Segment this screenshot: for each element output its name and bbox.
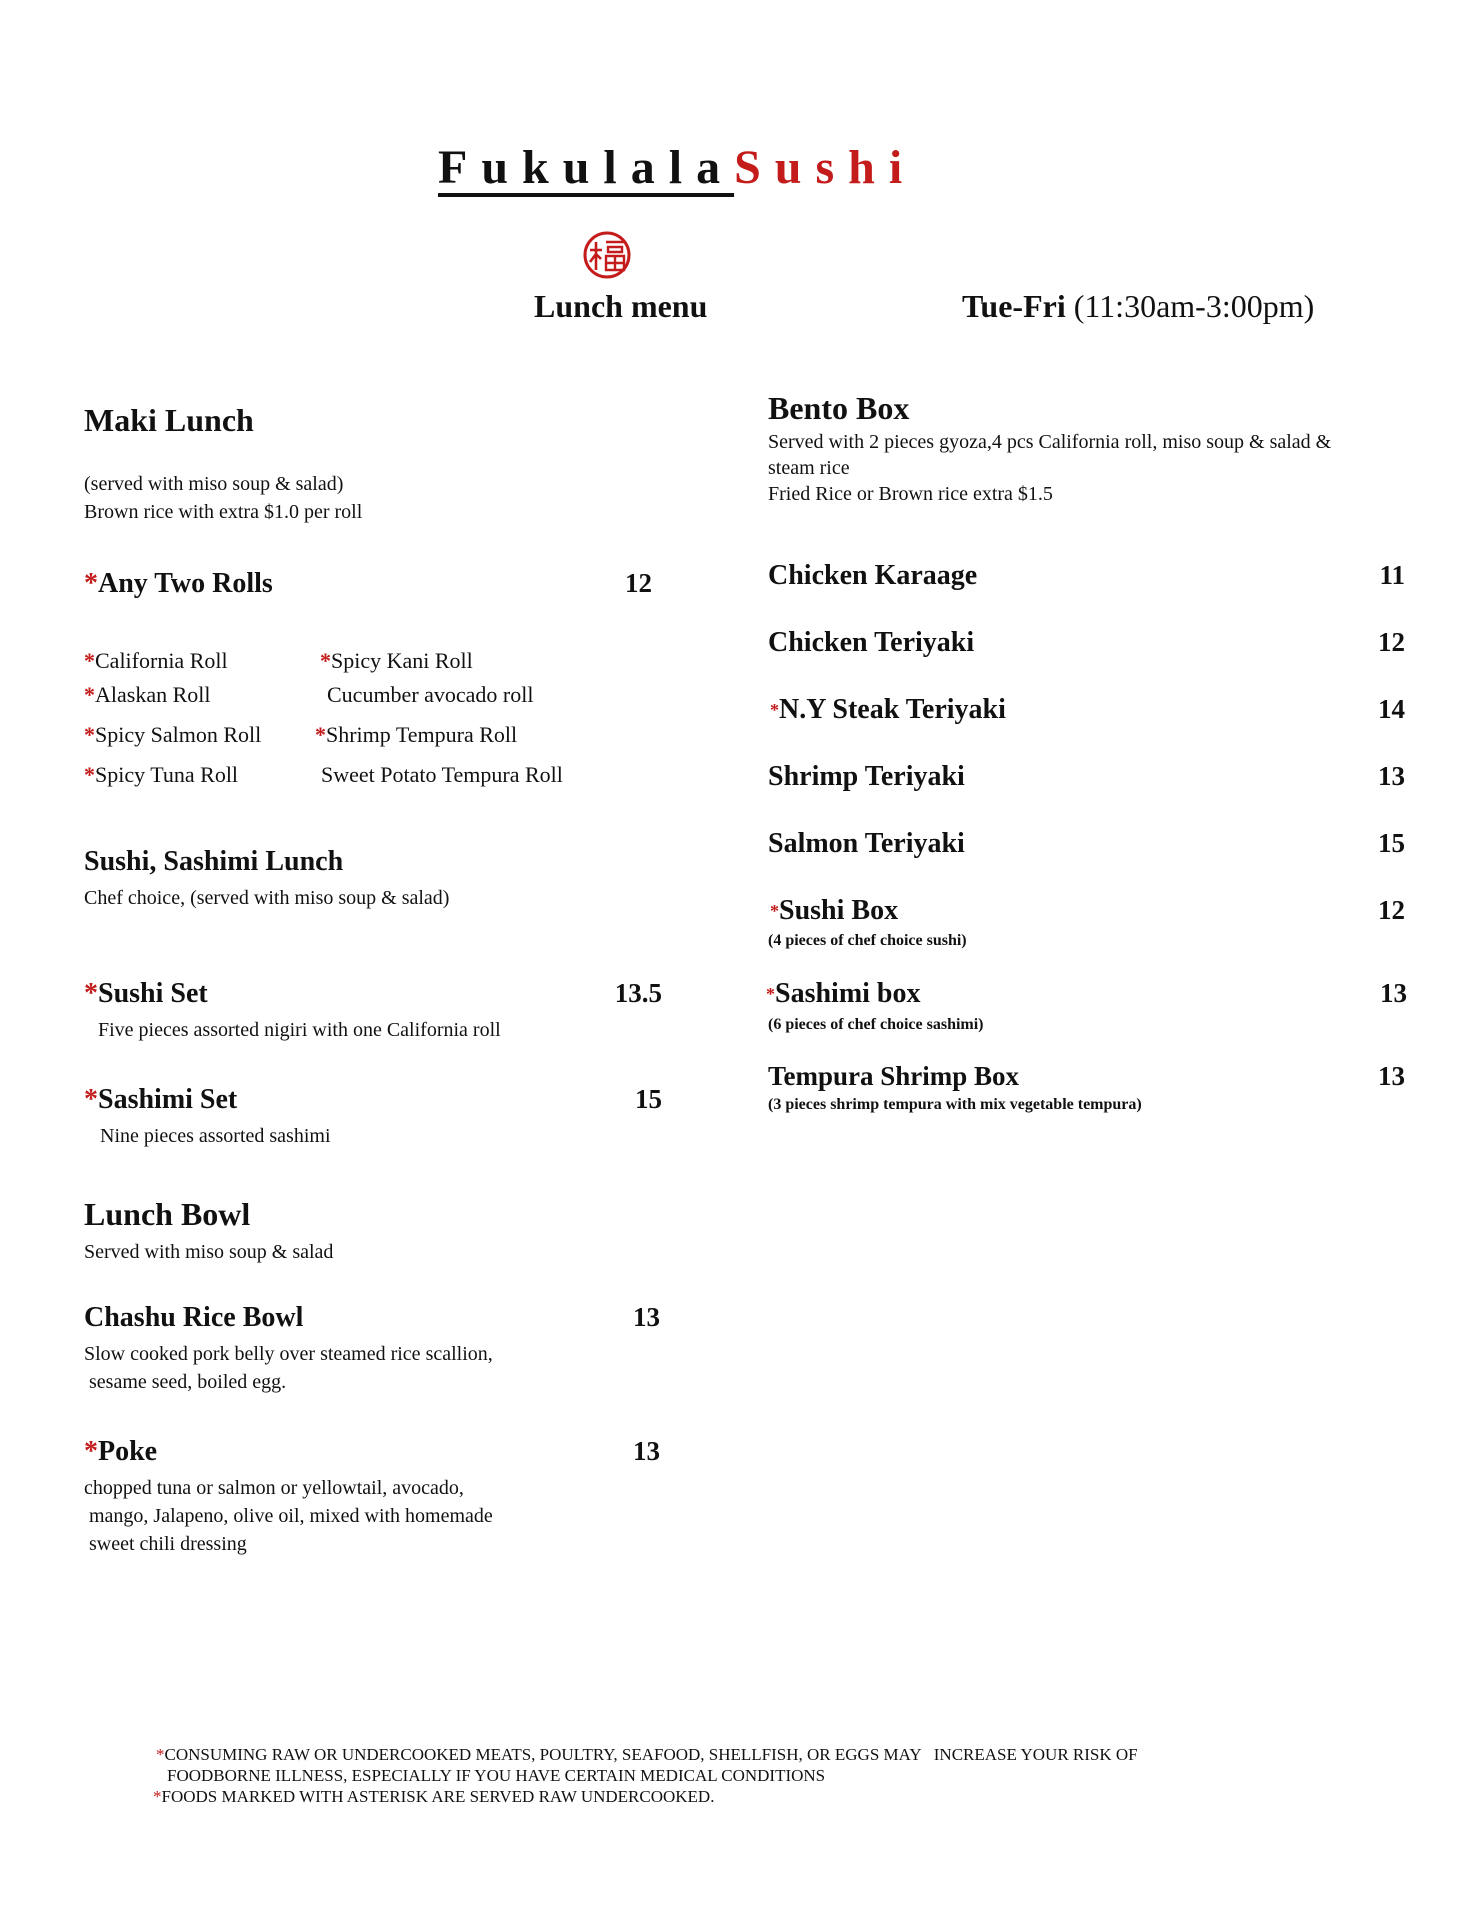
maki-note-soup: (served with miso soup & salad): [84, 473, 344, 495]
lunch-bowl-title: Lunch Bowl: [84, 1196, 251, 1232]
roll-cucumber-avocado: [327, 682, 534, 708]
roll-spicy-kani: [320, 648, 473, 674]
item-name: Sushi Set: [98, 978, 208, 1009]
chashu-rice-bowl-price: 13: [633, 1302, 660, 1332]
roll-name: Spicy Tuna Roll: [95, 762, 239, 787]
raw-asterisk: *: [320, 648, 331, 673]
maki-note-brown-rice: Brown rice with extra $1.0 per roll: [84, 501, 363, 523]
service-days: Tue-Fri: [962, 288, 1066, 324]
poke-description-line1: chopped tuna or salmon or yellowtail, avocado,: [84, 1477, 464, 1499]
raw-asterisk: *: [156, 1745, 165, 1764]
raw-asterisk: *: [84, 568, 98, 599]
item-name: Salmon Teriyaki: [768, 828, 965, 859]
poke-price: 13: [633, 1436, 660, 1466]
item-name: Any Two Rolls: [98, 568, 273, 599]
bento-price-salmon-teriyaki: 15: [1378, 828, 1405, 858]
item-name: Sashimi box: [775, 978, 921, 1009]
roll-name: Spicy Kani Roll: [331, 648, 473, 673]
restaurant-title: [438, 141, 917, 194]
bento-item-chicken-teriyaki: [768, 627, 974, 659]
bento-price-shrimp-teriyaki: 13: [1378, 761, 1405, 791]
poke-item: [84, 1436, 157, 1468]
roll-name: Shrimp Tempura Roll: [326, 722, 518, 747]
chashu-description-line2: sesame seed, boiled egg.: [84, 1371, 287, 1393]
sushi-set-item: [84, 978, 208, 1010]
raw-asterisk: *: [770, 700, 779, 720]
sashimi-box-description: (6 pieces of chef choice sashimi): [768, 1016, 984, 1033]
bento-item-tempura-shrimp-box: [768, 1061, 1019, 1092]
bento-note-line1: Served with 2 pieces gyoza,4 pcs California roll, miso soup & salad &: [768, 431, 1332, 453]
item-name: Tempura Shrimp Box: [768, 1061, 1020, 1091]
bento-price-sushi-box: 12: [1378, 895, 1405, 925]
service-time: (11:30am-3:00pm): [1073, 288, 1315, 324]
roll-california: [84, 648, 228, 674]
item-name: Chicken Teriyaki: [768, 627, 975, 658]
bento-item-salmon-teriyaki: [768, 828, 965, 860]
bento-price-chicken-teriyaki: 12: [1378, 627, 1405, 657]
roll-name: Cucumber avocado roll: [327, 682, 534, 707]
bento-item-sashimi-box: [766, 978, 921, 1010]
raw-asterisk: *: [770, 901, 779, 921]
disclaimer-line3: [153, 1786, 1138, 1807]
sashimi-set-description: Nine pieces assorted sashimi: [100, 1125, 331, 1147]
lunch-bowl-note: Served with miso soup & salad: [84, 1241, 334, 1263]
raw-asterisk: *: [84, 648, 95, 673]
roll-spicy-tuna: [84, 762, 238, 788]
roll-name: Sweet Potato Tempura Roll: [321, 762, 563, 787]
bento-note-extra: Fried Rice or Brown rice extra $1.5: [768, 483, 1053, 505]
sushi-set-price: 13.5: [614, 978, 662, 1008]
roll-name: Alaskan Roll: [95, 682, 211, 707]
disclaimer-line2: FOODBORNE ILLNESS, ESPECIALLY IF YOU HAVE CERTAIN MEDICAL CONDITIONS: [167, 1766, 826, 1785]
disclaimer-text: CONSUMING RAW OR UNDERCOOKED MEATS, POULTRY, SEAFOOD, SHELLFISH, OR EGGS MAY INCREASE YOUR RISK OF: [164, 1745, 1138, 1764]
roll-shrimp-tempura: [315, 722, 517, 748]
raw-asterisk: *: [84, 762, 95, 787]
poke-description-line3: sweet chili dressing: [84, 1533, 247, 1555]
bento-price-sashimi-box: 13: [1380, 978, 1407, 1008]
disclaimer-line1: [156, 1744, 1138, 1765]
chashu-description-line1: Slow cooked pork belly over steamed rice scallion,: [84, 1343, 493, 1365]
sushi-sashimi-lunch-title: Sushi, Sashimi Lunch: [84, 846, 344, 877]
roll-alaskan: [84, 682, 211, 708]
maki-lunch-title: Maki Lunch: [84, 402, 254, 438]
raw-asterisk: *: [84, 1436, 98, 1467]
sashimi-set-item: [84, 1084, 237, 1116]
bento-item-sushi-box: [770, 895, 898, 927]
any-two-rolls-item: [84, 568, 273, 600]
poke-description-line2: mango, Jalapeno, olive oil, mixed with homemade: [84, 1505, 493, 1527]
bento-price-tempura-shrimp-box: 13: [1378, 1061, 1405, 1091]
sushi-set-description: Five pieces assorted nigiri with one California roll: [98, 1019, 501, 1041]
item-name: Shrimp Teriyaki: [768, 761, 965, 792]
disclaimer-text: FOODS MARKED WITH ASTERISK ARE SERVED RAW UNDERCOOKED.: [161, 1787, 715, 1806]
raw-food-disclaimer: [153, 1744, 1138, 1807]
menu-subtitle: Lunch menu: [534, 288, 708, 324]
sushi-box-description: (4 pieces of chef choice sushi): [768, 932, 967, 949]
bento-price-chicken-karaage: 11: [1379, 560, 1405, 590]
brand-name-part1: Fukulala: [438, 141, 735, 194]
item-name: Sashimi Set: [98, 1084, 238, 1115]
raw-asterisk: *: [766, 984, 775, 1004]
raw-asterisk: *: [84, 978, 98, 1009]
roll-name: California Roll: [95, 648, 228, 673]
bento-item-chicken-karaage: [768, 560, 977, 592]
roll-spicy-salmon: [84, 722, 261, 748]
item-name: N.Y Steak Teriyaki: [779, 694, 1006, 725]
tempura-shrimp-box-description: (3 pieces shrimp tempura with mix vegetable tempura): [768, 1096, 1142, 1113]
raw-asterisk: *: [315, 722, 326, 747]
raw-asterisk: *: [84, 1084, 98, 1115]
any-two-rolls-price: 12: [625, 568, 652, 598]
item-name: Sushi Box: [779, 895, 899, 926]
raw-asterisk: *: [153, 1787, 162, 1806]
sashimi-set-price: 15: [635, 1084, 662, 1114]
service-hours: [962, 288, 1314, 325]
sushi-sashimi-note: Chef choice, (served with miso soup & salad): [84, 887, 450, 909]
raw-asterisk: *: [84, 682, 95, 707]
bento-item-shrimp-teriyaki: [768, 761, 965, 793]
bento-note-line2: steam rice: [768, 457, 850, 479]
raw-asterisk: *: [84, 722, 95, 747]
item-name: Chicken Karaage: [768, 560, 978, 591]
roll-name: Spicy Salmon Roll: [95, 722, 262, 747]
item-name: Poke: [98, 1436, 158, 1467]
brand-name-part2: Sushi: [734, 141, 917, 194]
roll-sweet-potato-tempura: [321, 762, 563, 788]
bento-price-ny-steak-teriyaki: 14: [1378, 694, 1405, 724]
chashu-rice-bowl-item: Chashu Rice Bowl: [84, 1302, 304, 1333]
bento-box-title: Bento Box: [768, 390, 910, 426]
bento-item-ny-steak-teriyaki: [770, 694, 1006, 726]
fuku-logo-icon: [582, 230, 632, 280]
